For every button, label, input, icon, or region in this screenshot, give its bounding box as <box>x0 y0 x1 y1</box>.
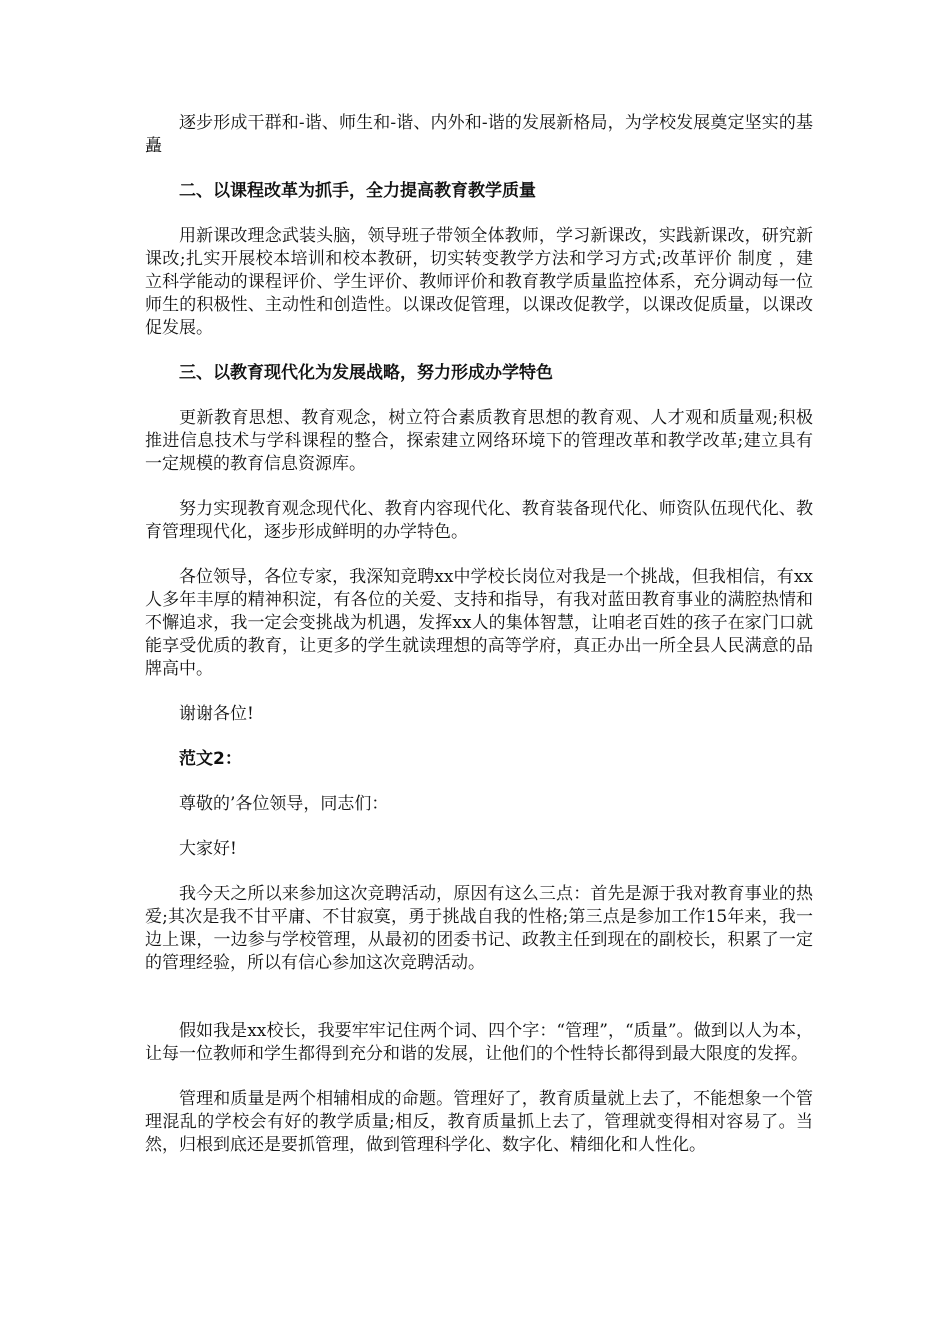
document-body <box>145 112 813 1179</box>
paragraph: 尊敬的’各位领导，同志们： <box>179 794 389 814</box>
paragraph: 假如我是xx校长，我要牢牢记住两个词、四个字：“管理”，“质量”。做到以人为本，让每一位教师和学生都得到充分和谐的发展，让他们的个性特长都得到最大限度的发挥。 <box>145 1021 813 1064</box>
paragraph: 更新教育思想、教育观念，树立符合素质教育思想的教育观、人才观和质量观;积极推进信息技术与学科课程的整合，探索建立网络环境下的管理改革和教学改革;建立具有一定规模的教育信息资源库。 <box>145 408 813 474</box>
paragraph: 各位领导，各位专家，我深知竞聘xx中学校长岗位对我是一个挑战，但我相信，有xx人多年丰厚的精神积淀，有各位的关爱、支持和指导，有我对蓝田教育事业的满腔热情和不懈追求，我一定会变挑战为机遇，发挥xx人的集体智慧，让咱老百姓的孩子在家门口就能享受优质的教育，让更多的学生就读理想的高等学府，真正办出一所全县人民满意的品牌高中。 <box>145 567 813 679</box>
paragraph: 大家好! <box>179 839 237 859</box>
paragraph: 谢谢各位! <box>179 704 254 724</box>
section-heading: 三、以教育现代化为发展战略，努力形成办学特色 <box>179 363 553 383</box>
paragraph: 努力实现教育观念现代化、教育内容现代化、教育装备现代化、师资队伍现代化、教育管理现代化，逐步形成鲜明的办学特色。 <box>145 499 813 542</box>
paragraph: 管理和质量是两个相辅相成的命题。管理好了，教育质量就上去了，不能想象一个管理混乱的学校会有好的教学质量;相反，教育质量抓上去了，管理就变得相对容易了。当然，归根到底还是要抓管理，做到管理科学化、数字化、精细化和人性化。 <box>145 1089 813 1155</box>
paragraph: 用新课改理念武装头脑，领导班子带领全体教师，学习新课改，实践新课改，研究新课改;扎实开展校本培训和校本教研，切实转变教学方法和学习方式;改革评价 制度 ，建立科学能动的课程评价、学生评价、教师评价和教育教学质量监控体系，充分调动每一位师生的积极性、主动性和创造性。以课改促管理，以课改促教学，以课改促质量，以课改促发展。 <box>145 226 813 338</box>
section-heading: 二、以课程改革为抓手，全力提高教育教学质量 <box>179 181 536 201</box>
paragraph: 我今天之所以来参加这次竞聘活动，原因有这么三点：首先是源于我对教育事业的热爱;其次是我不甘平庸、不甘寂寞，勇于挑战自我的性格;第三点是参加工作15年来，我一边上课，一边参与学校管理，从最初的团委书记、政教主任到现在的副校长，积累了一定的管理经验，所以有信心参加这次竞聘活动。 <box>145 884 813 973</box>
paragraph: 逐步形成干群和-谐、师生和-谐、内外和-谐的发展新格局，为学校发展奠定坚实的基矗 <box>145 113 813 156</box>
section-heading: 范文2： <box>179 749 242 769</box>
